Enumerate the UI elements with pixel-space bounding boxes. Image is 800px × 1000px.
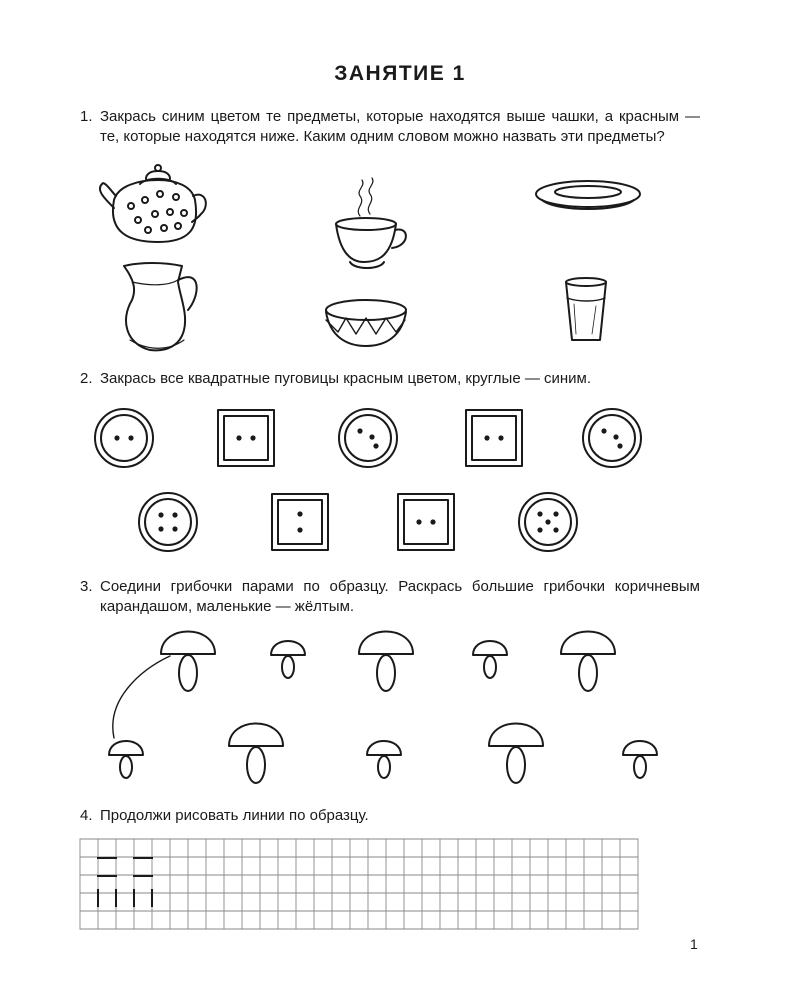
mushroom-cap: [161, 632, 215, 655]
mushroom-stem: [484, 656, 496, 678]
button-hole: [617, 443, 622, 448]
big-mushroom[interactable]: [561, 632, 615, 692]
teapot-icon[interactable]: [100, 165, 206, 242]
round-button[interactable]: [339, 409, 397, 467]
task-number: 1.: [80, 108, 93, 125]
button-hole: [250, 435, 255, 440]
button-hole: [114, 435, 119, 440]
button-hole: [553, 511, 558, 516]
mushroom-stem: [282, 656, 294, 678]
task-text: Соедини грибочки парами по образцу. Раскрась большие грибочки коричневым карандашом, маленькие — жёлтым.: [100, 578, 700, 615]
sample-line-pattern: [98, 858, 152, 906]
task-text: Закрась все квадратные пуговицы красным цветом, круглые — синим.: [100, 370, 592, 387]
button-hole: [553, 527, 558, 532]
plate-icon[interactable]: [536, 181, 640, 209]
button-hole: [545, 519, 550, 524]
square-button[interactable]: [272, 494, 328, 550]
button-hole: [158, 512, 163, 517]
jug-icon[interactable]: [124, 263, 197, 350]
mushroom-cap: [367, 741, 401, 755]
task-text: Продолжи рисовать линии по образцу.: [100, 807, 369, 824]
drawing-grid[interactable]: [80, 839, 638, 929]
button-hole: [373, 443, 378, 448]
task-number: 2.: [80, 370, 93, 387]
button-hole: [601, 428, 606, 433]
round-button[interactable]: [139, 493, 197, 551]
small-mushroom[interactable]: [473, 641, 507, 678]
big-mushroom[interactable]: [161, 632, 215, 692]
mushroom-stem: [378, 756, 390, 778]
round-button[interactable]: [583, 409, 641, 467]
square-button[interactable]: [218, 410, 274, 466]
button-hole: [430, 519, 435, 524]
small-mushroom[interactable]: [623, 741, 657, 778]
round-button[interactable]: [95, 409, 153, 467]
mushroom-stem: [179, 655, 197, 691]
mushroom-stem: [120, 756, 132, 778]
button-hole: [236, 435, 241, 440]
button-hole: [484, 435, 489, 440]
button-hole: [297, 527, 302, 532]
button-hole: [613, 434, 618, 439]
button-hole: [537, 511, 542, 516]
mushroom-cap: [359, 632, 413, 655]
small-mushroom[interactable]: [367, 741, 401, 778]
mushroom-cap: [561, 632, 615, 655]
button-hole: [537, 527, 542, 532]
mushroom-stem: [377, 655, 395, 691]
round-button[interactable]: [519, 493, 577, 551]
task-number: 4.: [80, 807, 93, 824]
button-hole: [297, 511, 302, 516]
mushroom-stem: [507, 747, 525, 783]
page-number: 1: [690, 936, 698, 952]
mushroom-cap: [623, 741, 657, 755]
mushroom-cap: [271, 641, 305, 655]
big-mushroom[interactable]: [359, 632, 413, 692]
big-mushroom[interactable]: [229, 724, 283, 784]
small-mushroom[interactable]: [109, 741, 143, 778]
square-button[interactable]: [398, 494, 454, 550]
mushroom-stem: [579, 655, 597, 691]
button-hole: [172, 512, 177, 517]
glass-icon[interactable]: [566, 278, 606, 340]
mushroom-cap: [473, 641, 507, 655]
bowl-icon[interactable]: [326, 300, 406, 346]
task-number: 3.: [80, 578, 93, 595]
button-hole: [357, 428, 362, 433]
page-title: ЗАНЯТИЕ 1: [334, 62, 466, 85]
small-mushroom[interactable]: [271, 641, 305, 678]
square-button[interactable]: [466, 410, 522, 466]
sample-connecting-line: [113, 656, 170, 738]
mushroom-cap: [229, 724, 283, 747]
button-hole: [498, 435, 503, 440]
cup-icon[interactable]: [336, 178, 406, 268]
button-hole: [369, 434, 374, 439]
button-hole: [416, 519, 421, 524]
task-text: Закрась синим цветом те предметы, которые находятся выше чашки, а красным — те, которые находятся ниже. Каким одним словом можно назвать эти предметы?: [100, 108, 700, 145]
button-hole: [128, 435, 133, 440]
button-hole: [172, 526, 177, 531]
mushroom-cap: [489, 724, 543, 747]
button-hole: [158, 526, 163, 531]
big-mushroom[interactable]: [489, 724, 543, 784]
mushroom-cap: [109, 741, 143, 755]
mushroom-stem: [247, 747, 265, 783]
mushroom-stem: [634, 756, 646, 778]
